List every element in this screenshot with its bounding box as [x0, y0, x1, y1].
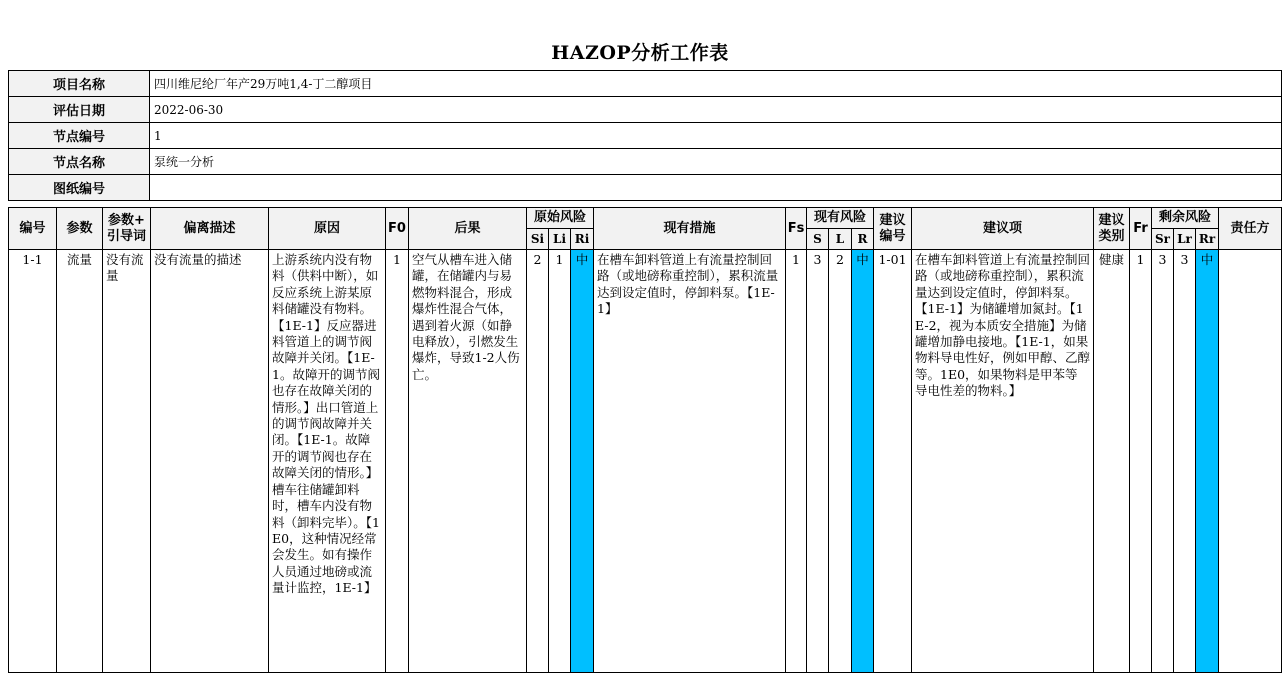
drawing-label: 图纸编号 [9, 175, 150, 201]
header-deviation: 偏离描述 [151, 208, 269, 250]
header-consequence: 后果 [409, 208, 527, 250]
project-value: 四川维尼纶厂年产29万吨1,4-丁二醇项目 [150, 71, 1282, 97]
header-guideword-line1: 参数+ [108, 212, 145, 228]
info-row-node-name [9, 149, 1282, 175]
header-orig-risk: 原始风险 [527, 208, 594, 229]
cell-l: 2 [829, 250, 852, 673]
date-value: 2022-06-30 [150, 97, 1282, 123]
table-row [9, 250, 1282, 673]
header-sugg-type-line2: 类别 [1098, 228, 1125, 244]
cell-measures: 在槽车卸料管道上有流量控制回路（或地磅称重控制），累积流量达到设定值时，停卸料泵。【1E-1】 [594, 250, 786, 673]
cell-sugg-type: 健康 [1094, 250, 1130, 673]
header-no: 编号 [9, 208, 57, 250]
info-row-project [9, 71, 1282, 97]
header-sr: Sr [1152, 229, 1174, 250]
header-li: Li [549, 229, 571, 250]
header-si: Si [527, 229, 549, 250]
cell-r: 中 [852, 250, 874, 673]
cell-lr: 3 [1174, 250, 1196, 673]
header-row-1 [9, 208, 1282, 229]
cell-param: 流量 [57, 250, 103, 673]
cell-ri: 中 [571, 250, 594, 673]
cell-si: 2 [527, 250, 549, 673]
header-ri: Ri [571, 229, 594, 250]
cell-no: 1-1 [9, 250, 57, 673]
header-sugg-no-line2: 编号 [879, 228, 906, 244]
cell-li: 1 [549, 250, 571, 673]
header-guideword [103, 208, 151, 250]
header-lr: Lr [1174, 229, 1196, 250]
header-l: L [829, 229, 852, 250]
node-name-value: 泵统一分析 [150, 149, 1282, 175]
cell-cause: 上游系统内没有物料（供料中断），如反应系统上游某原料储罐没有物料。【1E-1】反应器进料管道上的调节阀故障并关闭。【1E-1。故障开的调节阀也存在故障关闭的情形。】出口管道上的调节阀故障并关闭。【1E-1。故障开的调节阀也存在故障关闭的情形。】槽车往储罐卸料时，槽车内没有物料（卸料完毕）。【1E0，这种情况经常会发生。如有操作人员通过地磅或流量计监控，1E-1】 [269, 250, 386, 673]
cell-suggestion: 在槽车卸料管道上有流量控制回路（或地磅称重控制），累积流量达到设定值时，停卸料泵。【1E-1】为储罐增加氮封。【1E-2，视为本质安全措施】为储罐增加静电接地。【1E-1，如果物料导电性好，例如甲醇、乙醇等。1E0，如果物料是甲苯等导电性差的物料。】 [912, 250, 1094, 673]
header-guideword-line2: 引导词 [106, 228, 146, 244]
header-cur-risk: 现有风险 [807, 208, 874, 229]
project-info-table [8, 70, 1282, 201]
cell-sr: 3 [1152, 250, 1174, 673]
date-label: 评估日期 [9, 97, 150, 123]
header-s: S [807, 229, 829, 250]
hazop-table [8, 207, 1282, 673]
cell-f0: 1 [386, 250, 409, 673]
header-suggestion: 建议项 [912, 208, 1094, 250]
header-fs: Fs [786, 208, 807, 250]
header-cause: 原因 [269, 208, 386, 250]
info-row-node-no [9, 123, 1282, 149]
cell-deviation: 没有流量的描述 [151, 250, 269, 673]
cell-sugg-no: 1-01 [874, 250, 912, 673]
page-title: HAZOP分析工作表 [551, 42, 729, 64]
header-measures: 现有措施 [594, 208, 786, 250]
header-fr: Fr [1130, 208, 1152, 250]
header-rr: Rr [1196, 229, 1219, 250]
cell-guideword: 没有流量 [103, 250, 151, 673]
cell-fs: 1 [786, 250, 807, 673]
node-no-label: 节点编号 [9, 123, 150, 149]
header-sugg-type-line1: 建议 [1098, 212, 1125, 228]
header-sugg-type [1094, 208, 1130, 250]
drawing-value [150, 175, 1282, 201]
header-r: R [852, 229, 874, 250]
cell-fr: 1 [1130, 250, 1152, 673]
node-name-label: 节点名称 [9, 149, 150, 175]
header-sugg-no-line1: 建议 [879, 212, 906, 228]
header-sugg-no [874, 208, 912, 250]
header-owner: 责任方 [1219, 208, 1282, 250]
node-no-value: 1 [150, 123, 1282, 149]
header-f0: F0 [386, 208, 409, 250]
header-res-risk: 剩余风险 [1152, 208, 1219, 229]
cell-owner [1219, 250, 1282, 673]
cell-rr: 中 [1196, 250, 1219, 673]
cell-consequence: 空气从槽车进入储罐，在储罐内与易燃物料混合，形成爆炸性混合气体，遇到着火源（如静电释放），引燃发生爆炸，导致1-2人伤亡。 [409, 250, 527, 673]
project-label: 项目名称 [9, 71, 150, 97]
info-row-date [9, 97, 1282, 123]
header-param: 参数 [57, 208, 103, 250]
cell-s: 3 [807, 250, 829, 673]
info-row-drawing [9, 175, 1282, 201]
